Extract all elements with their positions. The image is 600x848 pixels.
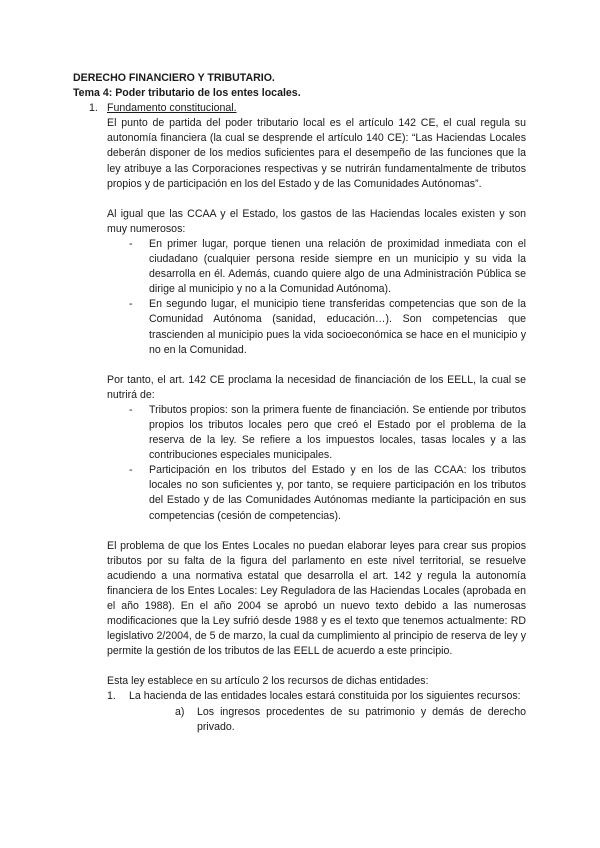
list-item [107,403,526,463]
list-item [107,237,526,297]
lettered-item-text: Los ingresos procedentes de su patrimonio y demás de derecho privado. [197,705,526,733]
list-item-text: En primer lugar, porque tienen una relación de proximidad inmediata con el ciudadano (cualquier persona reside siempre en un municipio y su vida la desarrolla en él. Además, cuando quiere algo de una Administración Pública se dirige al municipio y no a la Comunidad Autónoma). [149,237,526,296]
section-label: Fundamento constitucional. [107,102,237,115]
paragraph-article-142: El punto de partida del poder tributario local es el artículo 142 CE, el cual regula su autonomía financiera (la cual se desprende el artículo 140 CE): “Las Haciendas Locales deberán disponer de los medios suficientes para el desempeño de las funciones que la ley atribuye a las Corporaciones respectivas y se nutrirán fundamentalmente de tributos propios y de participación en los del Estado y de las Comunidades Autónomas”. [107,117,526,190]
numbered-item-number: 1. [107,690,116,703]
section-number: 1. [89,102,98,115]
document-title: DERECHO FINANCIERO Y TRIBUTARIO. [73,72,275,84]
list-item [107,463,526,523]
dash-bullet: - [129,403,133,416]
paragraph-financiacion: Por tanto, el art. 142 CE proclama la necesidad de financiación de los EELL, la cual se nutrirá de: [107,373,526,401]
paragraph-ley-haciendas: El problema de que los Entes Locales no puedan elaborar leyes para crear sus propios tributos por su falta de la figura del parlamento en este nivel territorial, se resuelve acudiendo a una normativa estatal que desarrolla el art. 142 y regula la autonomía financiera de los Entes Locales: Ley Reguladora de las Haciendas Locales (aprobada en el año 1988). En el año 2004 se aprobó un nuevo texto debido a las numerosas modificaciones que la Ley sufrió desde 1988 y es el texto que tenemos actualmente: RD legislativo 2/2004, de 5 de marzo, la cual da cumplimiento al principio de reserva de ley y permite la gestión de los tributos de las EELL de acuerdo a este principio. [107,539,526,658]
list-item-text: Participación en los tributos del Estado y en los de las CCAA: los tributos locales no son suficientes y, por tanto, se requiere participación en los tributos del Estado y de las Comunidades Autónomas mediante la participación en sus competencias (cesión de competencias). [149,464,526,522]
gastos-list [107,237,526,358]
paragraph-gastos: Al igual que las CCAA y el Estado, los gastos de las Haciendas locales existen y son muy numerosos: [107,207,526,235]
list-item-text: En segundo lugar, el municipio tiene transferidas competencias que son de la Comunidad Autónoma (sanidad, educación…). Son competencias que trascienden al municipio pues la vida socioeconómica se hace en el municipio y no en la Comunidad. [149,298,526,356]
paragraph-recursos: Esta ley establece en su artículo 2 los recursos de dichas entidades: [107,675,429,688]
lettered-item-letter: a) [175,705,185,718]
dash-bullet: - [129,464,133,477]
numbered-item-text: La hacienda de las entidades locales estará constituida por los siguientes recursos: [129,690,521,703]
topic-title: Tema 4: Poder tributario de los entes locales. [73,87,301,100]
financiacion-list [107,403,526,524]
dash-bullet: - [129,237,133,250]
list-item-text: Tributos propios: son la primera fuente de financiación. Se entiende por tributos propios los tributos locales pero que creó el Estado por el problema de la reserva de la ley. Se refiere a los impuestos locales, tasas locales y a las contribuciones especiales municipales. [149,403,526,462]
dash-bullet: - [129,298,133,311]
list-item [107,297,526,357]
section-heading [73,101,526,116]
section-body [107,116,526,689]
lettered-item [175,705,526,735]
numbered-item [93,689,526,704]
